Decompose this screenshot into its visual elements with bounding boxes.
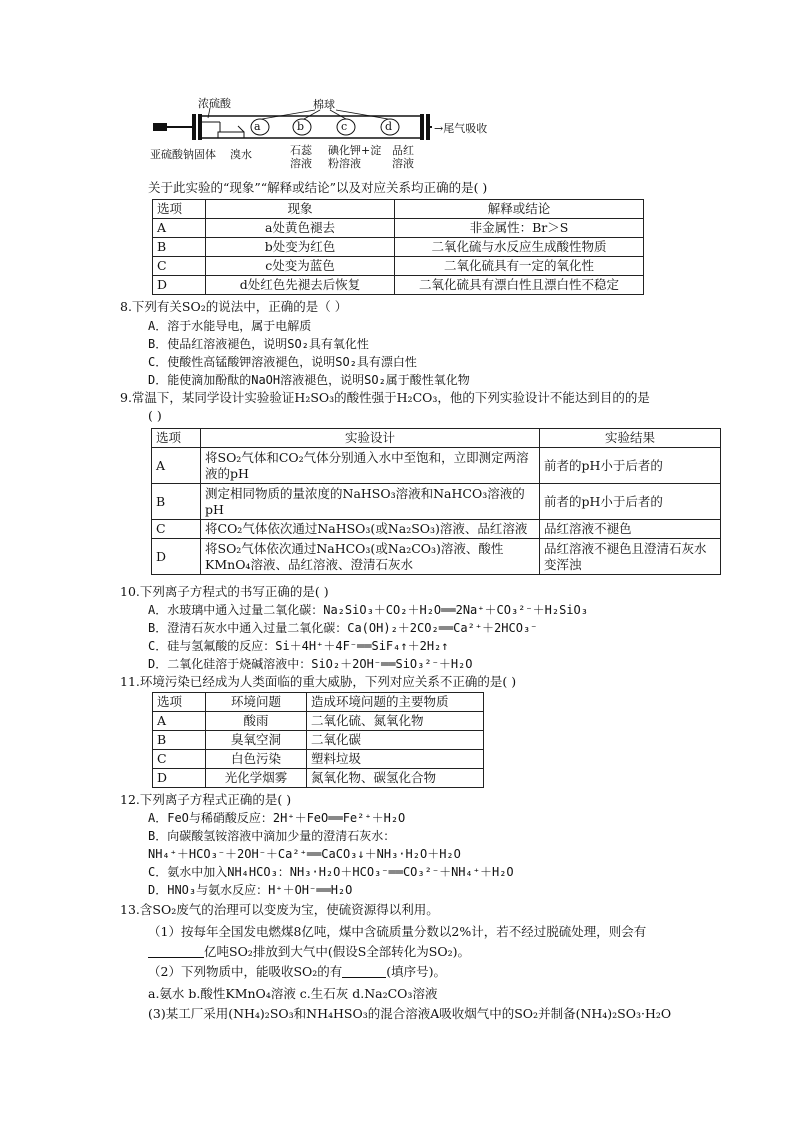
table-header-row: [152, 429, 721, 448]
table-header-row: [153, 693, 484, 712]
q12-option-c: C．氨水中加入NH₄HCO₃：NH₃·H₂O＋HCO₃⁻══CO₃²⁻＋NH₄⁺＋H₂O: [148, 865, 514, 879]
table-cell: 二氧化碳: [307, 731, 484, 750]
q13-part2-text: （2）下列物质中，能吸收SO₂的有: [148, 964, 343, 979]
q13-part1: （1）按每年全国发电燃煤8亿吨，煤中含硫质量分数以2%计，若不经过脱硫处理，则会有: [148, 924, 647, 939]
table-cell: 测定相同物质的量浓度的NaHSO₃溶液和NaHCO₃溶液的pH: [201, 484, 540, 520]
table-row: [153, 712, 484, 731]
table-row: [152, 448, 721, 484]
label-ki-starch: 碘化钾+淀粉溶液: [328, 144, 382, 170]
apparatus-diagram: [150, 96, 500, 176]
table-cell: 塑料垃圾: [307, 750, 484, 769]
q8-option-a: A．溶于水能导电，属于电解质: [148, 319, 312, 333]
ball-label-a: a: [254, 120, 261, 133]
q12-option-b: B．向碳酸氢铵溶液中滴加少量的澄清石灰水：: [148, 829, 396, 843]
table-row: [153, 257, 644, 276]
table-cell: B: [153, 238, 206, 257]
q10-option-d: D．二氧化硅溶于烧碱溶液中：SiO₂＋2OH⁻══SiO₃²⁻＋H₂O: [148, 657, 473, 671]
q9-stem-paren: ( ): [148, 408, 162, 423]
table-header: 环境问题: [206, 693, 307, 712]
table-cell: A: [153, 219, 206, 238]
q8-option-b: B．使品红溶液褪色，说明SO₂具有氧化性: [148, 337, 369, 351]
q12-option-d: D．HNO₃与氨水反应：H⁺＋OH⁻══H₂O: [148, 883, 353, 897]
q10-option-c: C．硅与氢氟酸的反应：Si＋4H⁺＋4F⁻══SiF₄↑＋2H₂↑: [148, 639, 449, 653]
q13-part1-continued: [148, 944, 470, 960]
table-header: 解释或结论: [395, 200, 644, 219]
q12-stem: 12.下列离子方程式正确的是( ): [120, 792, 292, 807]
table-row: [152, 539, 721, 575]
table-cell: 二氧化硫具有漂白性且漂白性不稳定: [395, 276, 644, 295]
table-cell: 前者的pH小于后者的: [540, 484, 721, 520]
label-bromine: 溴水: [230, 148, 252, 161]
q13-part1-text: 亿吨SO₂排放到大气中(假设S全部转化为SO₂)。: [204, 944, 470, 959]
table-row: [152, 520, 721, 539]
q13-part2-suffix: (填序号)。: [386, 964, 447, 979]
ball-label-c: c: [341, 120, 348, 133]
table-cell: 二氧化硫具有一定的氧化性: [395, 257, 644, 276]
q13-part2-options: a.氨水 b.酸性KMnO₄溶液 c.生石灰 d.Na₂CO₃溶液: [148, 986, 438, 1001]
table-header: 实验设计: [201, 429, 540, 448]
table-cell: a处黄色褪去: [206, 219, 395, 238]
table-cell: d处红色先褪去后恢复: [206, 276, 395, 295]
q7-table: [152, 199, 644, 295]
table-cell: 臭氧空洞: [206, 731, 307, 750]
table-header: 现象: [206, 200, 395, 219]
q9-stem: 9.常温下，某同学设计实验验证H₂SO₃的酸性强于H₂CO₃，他的下列实验设计不能达到目的的是: [120, 390, 650, 405]
table-row: [152, 484, 721, 520]
q13-part3: (3)某工厂采用(NH₄)₂SO₃和NH₄HSO₃的混合溶液A吸收烟气中的SO₂并制备(NH₄)₂SO₃·H₂O: [148, 1006, 672, 1021]
table-cell: 酸雨: [206, 712, 307, 731]
table-cell: D: [152, 539, 201, 575]
table-cell: C: [153, 750, 206, 769]
table-row: [153, 769, 484, 788]
table-cell: 前者的pH小于后者的: [540, 448, 721, 484]
label-conc-acid: 浓硫酸: [198, 97, 231, 110]
table-header: 选项: [152, 429, 201, 448]
table-cell: D: [153, 769, 206, 788]
q12-option-a: A．FeO与稀硝酸反应：2H⁺＋FeO══Fe²⁺＋H₂O: [148, 811, 406, 825]
label-cotton: 棉球: [313, 98, 335, 111]
q11-stem: 11.环境污染已经成为人类面临的重大威胁，下列对应关系不正确的是( ): [120, 674, 517, 689]
q13-stem: 13.含SO₂废气的治理可以变废为宝，使硫资源得以利用。: [120, 902, 439, 917]
table-row: [153, 750, 484, 769]
table-cell: c处变为蓝色: [206, 257, 395, 276]
table-cell: B: [153, 731, 206, 750]
table-cell: 二氧化硫与水反应生成酸性物质: [395, 238, 644, 257]
table-row: [153, 238, 644, 257]
label-magenta: 品红溶液: [392, 144, 414, 170]
table-header: 选项: [153, 693, 206, 712]
q7-stem: 关于此实验的“现象”“解释或结论”以及对应关系均正确的是( ): [148, 180, 488, 195]
q8-stem: 8.下列有关SO₂的说法中，正确的是（ ）: [120, 299, 348, 314]
table-row: [153, 219, 644, 238]
answer-blank-1[interactable]: [148, 945, 204, 958]
table-cell: 二氧化硫、氮氧化物: [307, 712, 484, 731]
table-row: [153, 276, 644, 295]
table-header: 选项: [153, 200, 206, 219]
table-cell: D: [153, 276, 206, 295]
table-cell: A: [152, 448, 201, 484]
q10-option-b: B．澄清石灰水中通入过量二氧化碳：Ca(OH)₂＋2CO₂══Ca²⁺＋2HCO₃⁻: [148, 621, 538, 635]
table-cell: 将SO₂气体依次通过NaHCO₃(或Na₂CO₃)溶液、酸性KMnO₄溶液、品红溶液、澄清石灰水: [201, 539, 540, 575]
q10-stem: 10.下列离子方程式的书写正确的是( ): [120, 584, 329, 599]
q10-option-a: A．水玻璃中通入过量二氧化碳：Na₂SiO₃＋CO₂＋H₂O══2Na⁺＋CO₃²⁻＋H₂SiO₃: [148, 603, 588, 617]
q9-table: [151, 428, 721, 575]
table-header: 造成环境问题的主要物质: [307, 693, 484, 712]
q13-part2: [148, 964, 446, 980]
table-header-row: [153, 200, 644, 219]
label-litmus: 石蕊溶液: [290, 144, 312, 170]
q8-option-c: C．使酸性高锰酸钾溶液褪色，说明SO₂具有漂白性: [148, 355, 417, 369]
table-row: [153, 731, 484, 750]
table-cell: 品红溶液不褪色且澄清石灰水变浑浊: [540, 539, 721, 575]
table-header: 实验结果: [540, 429, 721, 448]
table-cell: C: [153, 257, 206, 276]
ball-label-d: d: [385, 120, 393, 133]
table-cell: 光化学烟雾: [206, 769, 307, 788]
table-cell: 将SO₂气体和CO₂气体分别通入水中至饱和，立即测定两溶液的pH: [201, 448, 540, 484]
table-cell: b处变为红色: [206, 238, 395, 257]
table-cell: 非金属性：Br＞S: [395, 219, 644, 238]
table-cell: B: [152, 484, 201, 520]
table-cell: A: [153, 712, 206, 731]
answer-blank-2[interactable]: [342, 965, 386, 978]
table-cell: 将CO₂气体依次通过NaHSO₃(或Na₂SO₃)溶液、品红溶液: [201, 520, 540, 539]
q11-table: [152, 692, 484, 788]
table-cell: 白色污染: [206, 750, 307, 769]
ball-label-b: b: [297, 120, 305, 133]
table-cell: 氮氧化物、碳氢化合物: [307, 769, 484, 788]
table-cell: C: [152, 520, 201, 539]
label-tail-gas: →尾气吸收: [434, 122, 488, 135]
table-cell: 品红溶液不褪色: [540, 520, 721, 539]
q8-option-d: D．能使滴加酚酞的NaOH溶液褪色，说明SO₂属于酸性氧化物: [148, 373, 470, 387]
label-solid: 亚硫酸钠固体: [150, 148, 216, 161]
q12-option-b-equation: NH₄⁺＋HCO₃⁻＋2OH⁻＋Ca²⁺══CaCO₃↓＋NH₃·H₂O＋H₂O: [148, 847, 461, 861]
